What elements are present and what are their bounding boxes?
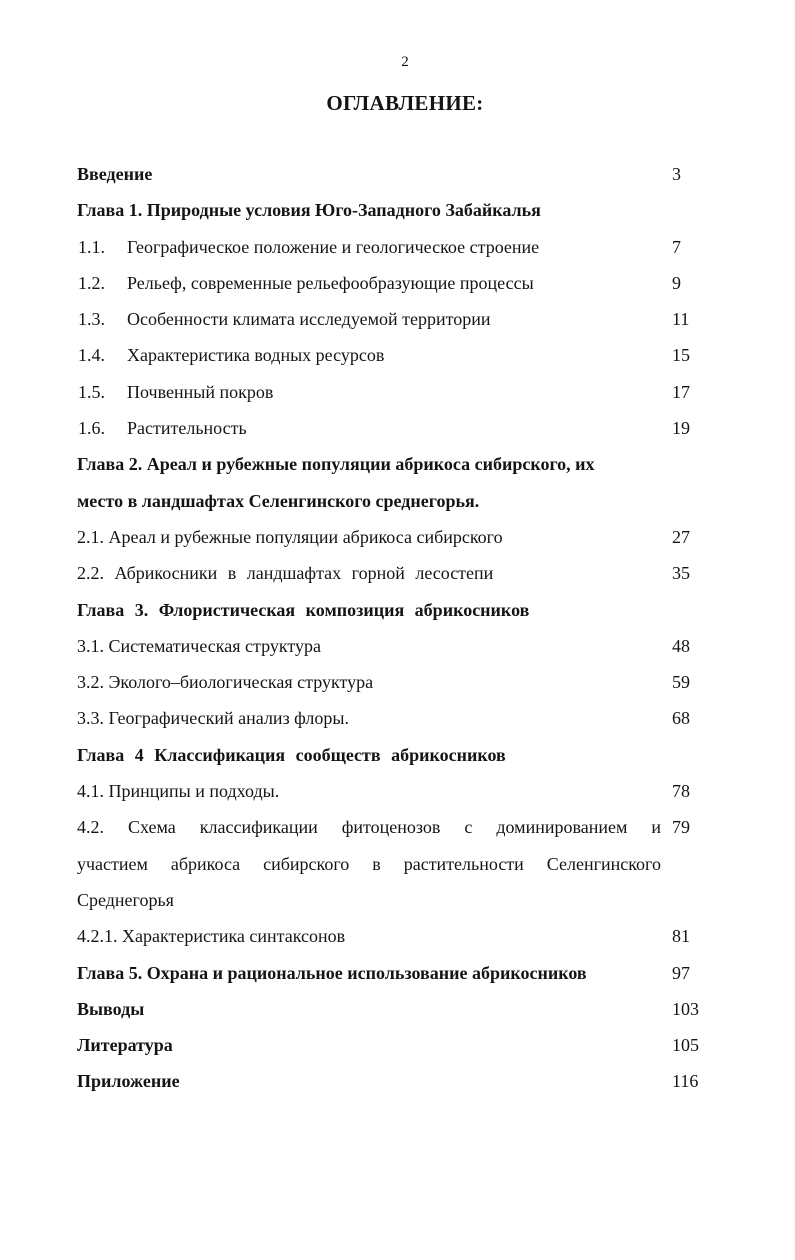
toc-entry-text: Почвенный покров: [127, 381, 274, 402]
toc-entry-4-2-line-3[interactable]: [0, 882, 795, 918]
toc-entry-text: 4.2.1. Характеристика синтаксонов: [77, 926, 346, 947]
toc-chapter-2-line-2[interactable]: [0, 483, 795, 519]
toc-chapter-1[interactable]: [0, 192, 795, 228]
toc-entry-page: 103: [672, 998, 699, 1019]
toc-entry-text: 2.2. Абрикосники в ландшафтах горной лесостепи: [77, 563, 494, 584]
toc-chapter-text: Глава 2. Ареал и рубежные популяции абрикоса сибирского, их: [77, 454, 595, 475]
toc-entry-3-1[interactable]: [0, 628, 795, 664]
toc-entry-text: Растительность: [127, 418, 247, 439]
toc-entry-number: 1.6.: [78, 418, 105, 439]
toc-entry-page: 116: [672, 1071, 699, 1092]
toc-entry-number: 1.1.: [78, 236, 105, 257]
toc-entry-text: Рельеф, современные рельефообразующие процессы: [127, 272, 534, 293]
toc-chapter-text: Глава 3. Флористическая композиция абрикосников: [77, 599, 530, 620]
toc-entry-page: 19: [672, 418, 690, 439]
toc-entry-page: 48: [672, 635, 690, 656]
toc-entry-text: 4.1. Принципы и подходы.: [77, 781, 280, 802]
toc-entry-4-1[interactable]: [0, 773, 795, 809]
toc-chapter-text: Глава 4 Классификация сообществ абрикосников: [77, 744, 506, 765]
toc-entry-page: 7: [672, 236, 681, 257]
toc-entry-number: 1.5.: [78, 381, 105, 402]
toc-entry-conclusions[interactable]: [0, 991, 795, 1027]
toc-entry-text: 2.1. Ареал и рубежные популяции абрикоса сибирского: [77, 526, 503, 547]
toc-entry-page: 35: [672, 563, 690, 584]
toc-entry-page: 59: [672, 672, 690, 693]
toc-entry-text: Среднегорья: [77, 889, 174, 910]
toc-entry-text: участием абрикоса сибирского в растительности Селенгинского: [77, 853, 661, 874]
toc-entry-page: 27: [672, 526, 690, 547]
toc-entry-2-2[interactable]: [0, 555, 795, 591]
toc-entry-page: 11: [672, 309, 690, 330]
page-number: 2: [401, 54, 409, 70]
toc-entry-text: Выводы: [77, 998, 145, 1019]
toc-chapter-text: Глава 5. Охрана и рациональное использование абрикосников: [77, 962, 587, 983]
toc-entry-text: 3.1. Систематическая структура: [77, 635, 321, 656]
toc-entry-text: 3.2. Эколого–биологическая структура: [77, 672, 374, 693]
toc-entry-number: 1.2.: [78, 272, 105, 293]
toc-entry-number: 1.4.: [78, 345, 105, 366]
toc-entry-text: 3.3. Географический анализ флоры.: [77, 708, 349, 729]
toc-entry-text: Характеристика водных ресурсов: [127, 345, 385, 366]
toc-entry-text: 4.2. Схема классификации фитоценозов с доминированием и: [77, 817, 661, 838]
toc-entry-appendix[interactable]: [0, 1063, 795, 1099]
toc-entry-page: 78: [672, 781, 690, 802]
toc-entry-3-3[interactable]: [0, 700, 795, 736]
toc-entry-page: 3: [672, 164, 681, 184]
toc-entry-2-1[interactable]: [0, 519, 795, 555]
toc-entry-text: Географическое положение и геологическое строение: [127, 236, 540, 257]
toc-chapter-4[interactable]: [0, 737, 795, 773]
toc-entry-page: 79: [672, 817, 690, 838]
toc-entry-1-6[interactable]: [0, 410, 795, 446]
toc-entry-1-5[interactable]: [0, 374, 795, 410]
toc-entry-page: 17: [672, 381, 690, 402]
table-of-contents: [0, 156, 795, 1100]
toc-entry-page: 15: [672, 345, 690, 366]
toc-entry-1-1[interactable]: [0, 229, 795, 265]
toc-chapter-text: Глава 1. Природные условия Юго-Западного Забайкалья: [77, 200, 541, 221]
toc-entry-text: Литература: [77, 1035, 173, 1056]
toc-entry-4-2-line-2[interactable]: [0, 846, 795, 882]
toc-chapter-3[interactable]: [0, 592, 795, 628]
toc-entry-number: 1.3.: [78, 309, 105, 330]
toc-entry-1-3[interactable]: [0, 301, 795, 337]
toc-entry-page: 81: [672, 926, 690, 947]
toc-entry-page: 9: [672, 272, 681, 293]
toc-entry-1-2[interactable]: [0, 265, 795, 301]
toc-entry-page: 68: [672, 708, 690, 729]
toc-chapter-5[interactable]: [0, 955, 795, 991]
toc-title: ОГЛАВЛЕНИЕ:: [326, 91, 484, 115]
toc-entry-page: 105: [672, 1035, 699, 1056]
toc-entry-literature[interactable]: [0, 1027, 795, 1063]
toc-entry-text: Особенности климата исследуемой территории: [127, 309, 491, 330]
toc-entry-3-2[interactable]: [0, 664, 795, 700]
toc-entry-4-2-1[interactable]: [0, 918, 795, 954]
toc-entry-page: 97: [672, 962, 690, 983]
toc-entry-4-2-line-1[interactable]: [0, 809, 795, 845]
toc-entry-text: Введение: [77, 164, 153, 184]
toc-chapter-text: место в ландшафтах Селенгинского среднегорья.: [77, 490, 480, 511]
toc-entry-1-4[interactable]: [0, 337, 795, 373]
toc-entry-intro[interactable]: [0, 156, 795, 192]
toc-chapter-2-line-1[interactable]: [0, 446, 795, 482]
toc-entry-text: Приложение: [77, 1071, 180, 1092]
